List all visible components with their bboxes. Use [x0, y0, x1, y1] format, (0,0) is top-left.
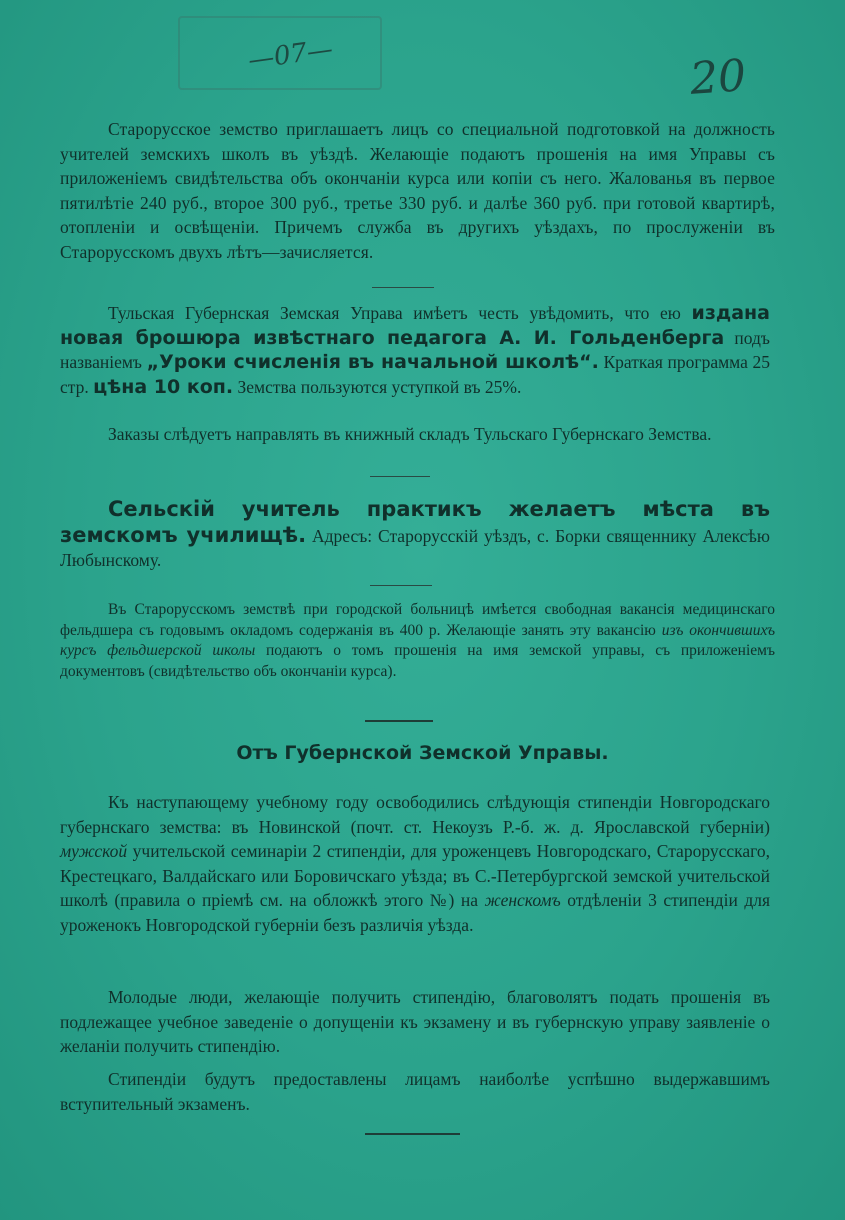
- vacancy-tail: подаютъ о томъ прошенія на имя земской управы, съ приложеніемъ документовъ (свидѣтельство объ окончаніи курса).: [60, 642, 775, 680]
- award-text: Стипендіи будутъ предоставлены лицамъ наиболѣе успѣшно выдержавшимъ вступительный экзаменъ.: [60, 1069, 770, 1114]
- notice-mid: подъ названіемъ: [60, 327, 770, 372]
- vacancy-lead: Въ Старорусскомъ земствѣ при городской больницѣ имѣется свободная вакансія медицинскаго фельдшера съ годовымъ окладомъ содержанія въ 400 р. Желающіе занять эту вакансію: [60, 601, 775, 639]
- divider: [372, 287, 434, 288]
- notice-feldsher-vacancy: [60, 600, 775, 682]
- notice-bold: издана новая брошюра извѣстнаго педагога А. И. Гольденберга: [60, 302, 770, 349]
- divider: [370, 585, 432, 586]
- stipends-italic-female: женскомъ: [484, 890, 561, 910]
- stipends-c: отдѣленіи 3 стипендіи для уроженокъ Новгородской губерніи безъ различія уѣзда.: [60, 890, 771, 935]
- brochure-price: цѣна 10 коп.: [93, 375, 234, 398]
- stipends-b: учительской семинаріи 2 стипендіи, для уроженцевъ Новгородскаго, Старорусскаго, Крестецкаго, Валдайскаго или Боровичскаго уѣзда; въ С.-Петербургской земской учительской школѣ (правила о пріемѣ см. на обложкѣ этого №) на: [60, 841, 770, 910]
- stipends-award: [60, 1067, 770, 1116]
- vacancy-italic: изъ окончившихъ курсъ фельдшерской школы: [60, 621, 775, 659]
- notice-text: Старорусское земство приглашаетъ лицъ со специальной подготовкой на должность учителей земскихъ школъ въ уѣздѣ. Желающіе подаютъ прошенія на имя Управы съ приложеніемъ свидѣтельства объ окончаніи курса или копіи съ него. Жалованья въ первое пятилѣтіе 240 руб., второе 300 руб., третье 330 руб. и далѣе 360 руб. при готовой квартирѣ, отопленіи и освѣщеніи. Причемъ служба въ другихъ уѣздахъ, по прослуженіи въ Старорусскомъ двухъ лѣтъ—зачисляется.: [60, 119, 775, 262]
- orders-text: Заказы слѣдуетъ направлять въ книжный складъ Тульскаго Губернскаго Земства.: [108, 424, 712, 444]
- notice-lead: Тульская Губернская Земская Управа имѣетъ честь увѣдомить, что ею: [108, 303, 681, 323]
- notice-tula-orders: [60, 422, 770, 447]
- brochure-title: „Уроки счисленія въ начальной школѣ“.: [146, 351, 599, 373]
- end-divider: [365, 1133, 460, 1135]
- divider: [370, 476, 430, 477]
- stipends-application: [60, 985, 770, 1059]
- stamp-handwriting: —07—: [246, 34, 335, 76]
- divider-thick: [365, 720, 433, 722]
- teacher-address: Адресъ: Старорусскій уѣздъ, с. Борки священнику Алексѣю Любынскому.: [60, 525, 770, 570]
- stipends-a: Къ наступающему учебному году освободились слѣдующія стипендіи Новгородскаго губернскаго земства: въ Новинской (почт. ст. Некоузъ Р.-б. ж. д. Ярославской губерніи): [60, 792, 770, 837]
- notice-starorussk-teachers: [60, 117, 775, 264]
- handwritten-page-number: 20: [688, 50, 748, 105]
- notice-teacher-seeking: [60, 497, 770, 573]
- notice-discount: Земства пользуются уступкой въ 25%.: [237, 376, 522, 397]
- teacher-heading: Сельскій учитель практикъ желаетъ мѣста въ земскомъ училищѣ.: [60, 497, 770, 547]
- stipends-announcement: [60, 790, 770, 937]
- notice-program: Краткая программа 25 стр.: [60, 352, 771, 397]
- notice-tula-brochure: [60, 301, 770, 399]
- application-text: Молодые люди, желающіе получить стипендію, благоволятъ подать прошенія въ подлежащее учебное заведеніе о допущеніи къ экзамену и въ губернскую управу заявленіе о желаніи получить стипендію.: [60, 987, 770, 1056]
- stipends-italic-male: мужской: [60, 841, 128, 861]
- section-heading: Отъ Губернской Земской Управы.: [236, 742, 609, 764]
